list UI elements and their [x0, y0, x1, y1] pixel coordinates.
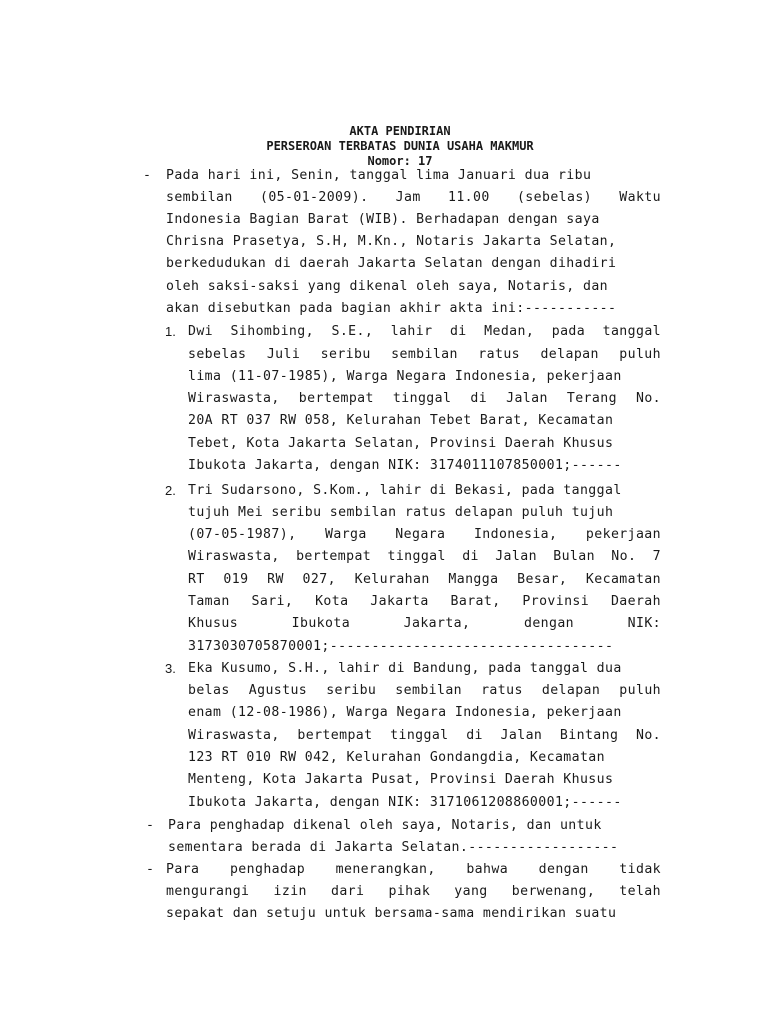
intro-line: Chrisna Prasetya, S.H, M.Kn., Notaris Jakarta Selatan, — [166, 234, 617, 249]
party-line: Dwi Sihombing, S.E., lahir di Medan, pada tanggal — [188, 324, 661, 339]
closing-bullet: - — [146, 862, 154, 877]
party-line: Eka Kusumo, S.H., lahir di Bandung, pada tanggal dua — [188, 661, 622, 676]
company-name: PERSEROAN TERBATAS DUNIA USAHA MAKMUR — [266, 139, 534, 153]
party-number: 3. — [165, 661, 176, 676]
party-line: Khusus Ibukota Jakarta, dengan NIK: — [188, 616, 661, 631]
deed-number: Nomor: 17 — [367, 154, 433, 168]
party-line: RT 019 RW 027, Kelurahan Mangga Besar, Kecamatan — [188, 572, 661, 587]
party-line: Wiraswasta, bertempat tinggal di Jalan Bulan No. 7 — [188, 549, 661, 564]
deed-title: AKTA PENDIRIAN — [349, 124, 451, 138]
closing-line: Para penghadap dikenal oleh saya, Notaris, dan untuk — [168, 818, 602, 833]
party-line: 3173030705870001;---------------------------------- — [188, 639, 614, 654]
party-line: enam (12-08-1986), Warga Negara Indonesia, pekerjaan — [188, 705, 622, 720]
closing-line: sementara berada di Jakarta Selatan.------------------ — [168, 840, 619, 855]
closing-line: Para penghadap menerangkan, bahwa dengan tidak — [166, 862, 661, 877]
intro-line: sembilan (05-01-2009). Jam 11.00 (sebelas) Waktu — [166, 190, 661, 205]
party-line: Tri Sudarsono, S.Kom., lahir di Bekasi, pada tanggal — [188, 483, 622, 498]
closing-line: mengurangi izin dari pihak yang berwenang, telah — [166, 884, 661, 899]
intro-line: Pada hari ini, Senin, tanggal lima Januari dua ribu — [166, 168, 592, 183]
party-line: tujuh Mei seribu sembilan ratus delapan puluh tujuh — [188, 505, 614, 520]
party-line: lima (11-07-1985), Warga Negara Indonesia, pekerjaan — [188, 369, 622, 384]
closing-bullet: - — [146, 818, 154, 833]
party-line: Wiraswasta, bertempat tinggal di Jalan Terang No. — [188, 391, 661, 406]
intro-line: Indonesia Bagian Barat (WIB). Berhadapan dengan saya — [166, 212, 600, 227]
party-number: 1. — [165, 324, 176, 339]
party-line: Wiraswasta, bertempat tinggal di Jalan Bintang No. — [188, 728, 661, 743]
party-number: 2. — [165, 483, 176, 498]
intro-bullet: - — [143, 168, 151, 183]
party-line: 20A RT 037 RW 058, Kelurahan Tebet Barat, Kecamatan — [188, 413, 614, 428]
intro-line: oleh saksi-saksi yang dikenal oleh saya, Notaris, dan — [166, 279, 608, 294]
intro-line: berkedudukan di daerah Jakarta Selatan dengan dihadiri — [166, 256, 617, 271]
party-line: (07-05-1987), Warga Negara Indonesia, pekerjaan — [188, 527, 661, 542]
party-line: 123 RT 010 RW 042, Kelurahan Gondangdia, Kecamatan — [188, 750, 605, 765]
party-line: Ibukota Jakarta, dengan NIK: 3174011107850001;------ — [188, 458, 622, 473]
party-line: Tebet, Kota Jakarta Selatan, Provinsi Daerah Khusus — [188, 436, 614, 451]
party-line: belas Agustus seribu sembilan ratus delapan puluh — [188, 683, 661, 698]
intro-line: akan disebutkan pada bagian akhir akta ini:----------- — [166, 301, 617, 316]
closing-line: sepakat dan setuju untuk bersama-sama mendirikan suatu — [166, 906, 617, 921]
party-line: Ibukota Jakarta, dengan NIK: 3171061208860001;------ — [188, 795, 622, 810]
party-line: Menteng, Kota Jakarta Pusat, Provinsi Daerah Khusus — [188, 772, 614, 787]
party-line: sebelas Juli seribu sembilan ratus delapan puluh — [188, 347, 661, 362]
party-line: Taman Sari, Kota Jakarta Barat, Provinsi Daerah — [188, 594, 661, 609]
